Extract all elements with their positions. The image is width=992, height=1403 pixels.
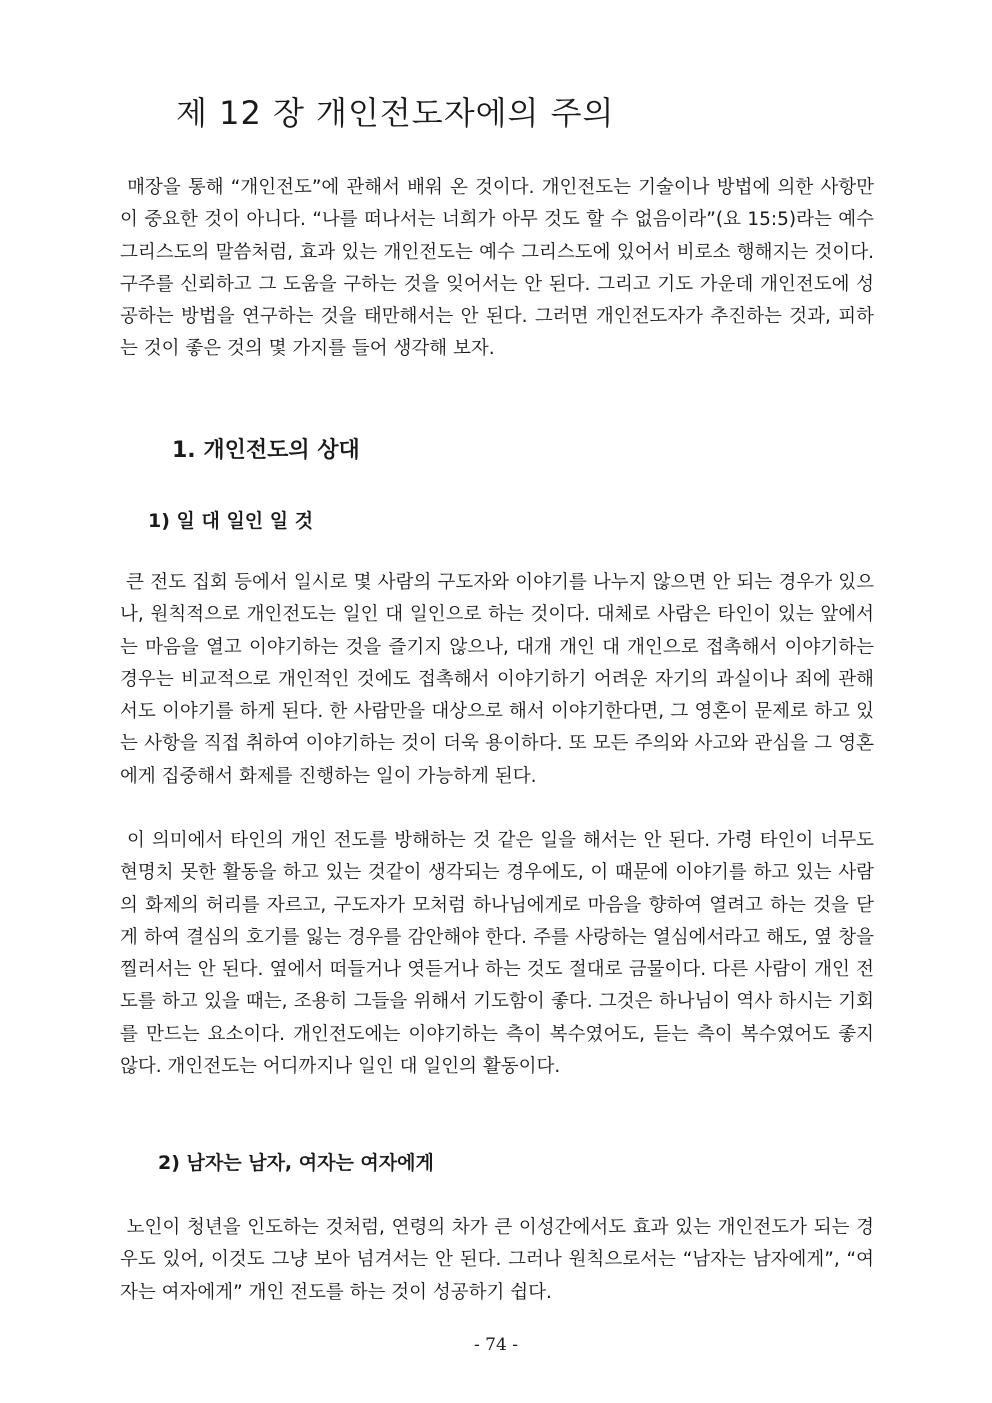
gender-paragraph: 노인이 청년을 인도하는 것처럼, 연령의 차가 큰 이성간에서도 효과 있는 개인전도가 되는 경우도 있어, 이것도 그냥 보아 넘겨서는 안 된다. 그러나 원칙으로서는 “남자는 남자에게”, “여자는 여자에게” 개인 전도를 하는 것이 성공하기 쉽다. bbox=[120, 1217, 874, 1303]
section-heading: 1. 개인전도의 상대 bbox=[172, 438, 360, 463]
one-to-one-paragraph-1: 큰 전도 집회 등에서 일시로 몇 사람의 구도자와 이야기를 나누지 않으면 안 되는 경우가 있으나, 원칙적으로 개인전도는 일인 대 일인으로 하는 것이다. 대체로 사람은 타인이 있는 앞에서는 마음을 열고 이야기하는 것을 즐기지 않으나, 대개 개인 대 개인으로 접촉해서 이야기하는 경우는 비교적으로 개인적인 것에도 접촉해서 이야기하기 어려운 자기의 과실이나 죄에 관해서도 이야기를 하게 된다. 한 사람만을 대상으로 해서 이야기한다면, 그 영혼이 문제로 하고 있는 사항을 직접 취하여 이야기하는 것이 더욱 용이하다. 또 모든 주의와 사고와 관심을 그 영혼에게 집중해서 화제를 진행하는 일이 가능하게 된다. bbox=[120, 572, 874, 787]
subsection-heading-1: 1) 일 대 일인 일 것 bbox=[148, 510, 314, 532]
page-number: - 74 - bbox=[474, 1335, 518, 1355]
one-to-one-paragraph-2: 이 의미에서 타인의 개인 전도를 방해하는 것 같은 일을 해서는 안 된다. 가령 타인이 너무도 현명치 못한 활동을 하고 있는 것같이 생각되는 경우에도, 이 때문에 이야기를 하고 있는 사람의 화제의 허리를 자르고, 구도자가 모처럼 하나님에게로 마음을 향하여 열려고 하는 것을 닫게 하여 결심의 호기를 잃는 경우를 감안해야 한다. 주를 사랑하는 열심에서라고 해도, 옆 창을 찔러서는 안 된다. 옆에서 떠들거나 엿듣거나 하는 것도 절대로 금물이다. 다른 사람이 개인 전도를 하고 있을 때는, 조용히 그들을 위해서 기도함이 좋다. 그것은 하나님이 역사 하시는 기회를 만드는 요소이다. 개인전도에는 이야기하는 측이 복수였어도, 듣는 측이 복수였어도 좋지 않다. 개인전도는 어디까지나 일인 대 일인의 활동이다. bbox=[120, 830, 874, 1078]
chapter-title: 제 12 장 개인전도자에의 주의 bbox=[176, 94, 615, 132]
subsection-heading-2: 2) 남자는 남자, 여자는 여자에게 bbox=[158, 1152, 434, 1174]
intro-paragraph: 매장을 통해 “개인전도”에 관해서 배워 온 것이다. 개인전도는 기술이나 방법에 의한 사항만이 중요한 것이 아니다. “나를 떠나서는 너희가 아무 것도 할 수 없음이라”(요 15:5)라는 예수 그리스도의 말씀처럼, 효과 있는 개인전도는 예수 그리스도에 있어서 비로소 행해지는 것이다. 구주를 신뢰하고 그 도움을 구하는 것을 잊어서는 안 된다. 그리고 기도 가운데 개인전도에 성공하는 방법을 연구하는 것을 태만해서는 안 된다. 그러면 개인전도자가 추진하는 것과, 피하는 것이 좋은 것의 몇 가지를 들어 생각해 보자. bbox=[120, 177, 874, 360]
